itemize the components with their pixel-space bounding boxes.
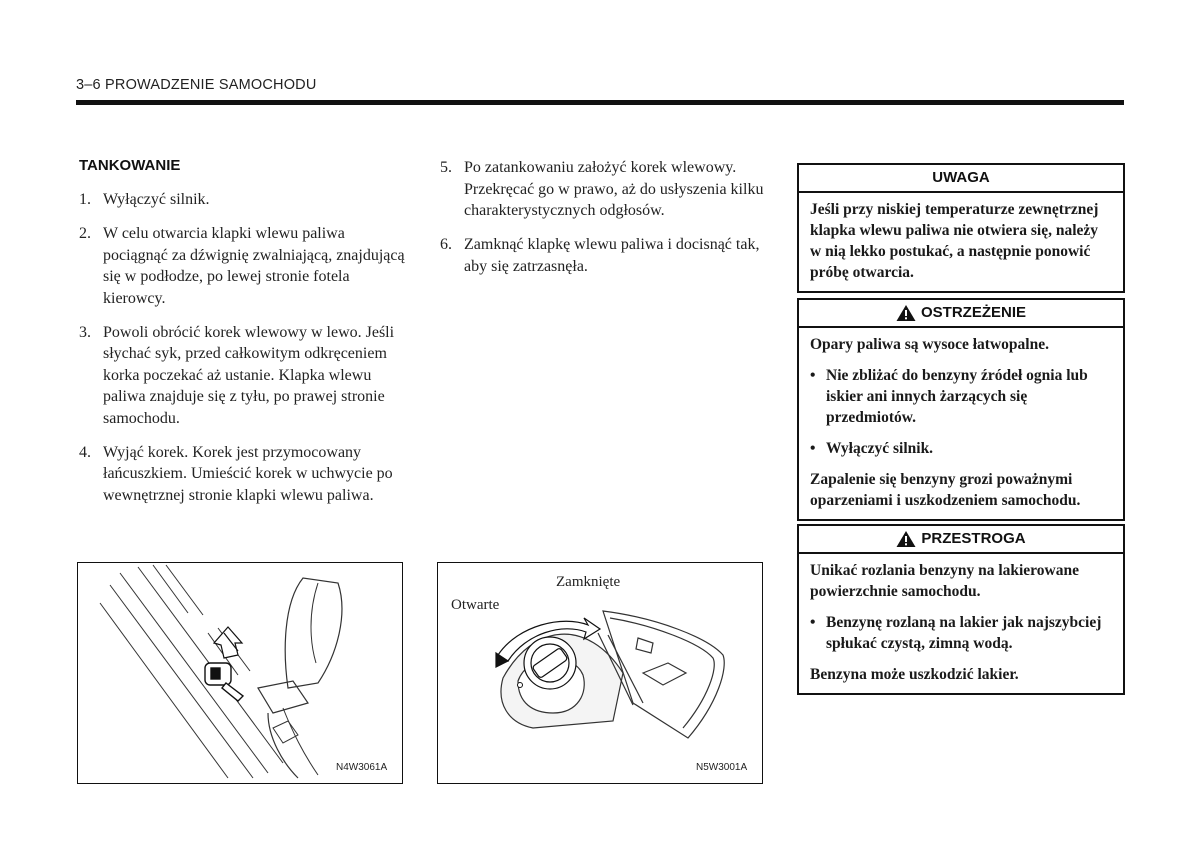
caution-intro: Unikać rozlania benzyny na lakierowane powierzchnie samochodu.	[810, 562, 1079, 600]
step-item	[440, 234, 770, 277]
step-number: 3.	[79, 323, 91, 341]
caution-bullet: • Benzynę rozlaną na lakier jak najszybciej spłukać czystą, zimną wodą.	[810, 612, 1113, 654]
step-item	[79, 322, 409, 430]
warning-bullet: • Nie zbliżać do benzyny źródeł ognia lub iskier ani innych żarzących się przedmiotów.	[810, 365, 1113, 428]
warning-bullet: • Wyłączyć silnik.	[810, 438, 1113, 459]
step-number: 6.	[440, 236, 452, 253]
warning-box	[797, 298, 1125, 521]
warning-title-text: OSTRZEŻENIE	[920, 304, 1026, 321]
notice-title	[799, 165, 1123, 193]
caution-title	[799, 526, 1123, 554]
step-text: Po zatankowaniu założyć korek wlewowy. Przekręcać go w prawo, aż do usłyszenia kilku charakterystycznych odgłosów.	[464, 159, 764, 219]
warning-triangle-icon	[896, 530, 916, 548]
section-heading: TANKOWANIE	[79, 157, 181, 174]
notice-text: Jeśli przy niskiej temperaturze zewnętrznej klapka wlewu paliwa nie otwiera się, należy w nią lekko postukać, a następnie ponowić próbę otwarcia.	[810, 201, 1099, 281]
warning-intro: Opary paliwa są wysoce łatwopalne.	[810, 336, 1049, 353]
step-item	[440, 157, 770, 222]
step-text: Powoli obrócić korek wlewowy w lewo. Jeśli słychać syk, przed całkowitym odkręceniem korka poczekać aż ustanie. Klapka wlewu paliwa znajduje się z tyłu, po prawej stronie samochodu.	[103, 323, 395, 427]
step-item	[79, 223, 409, 309]
step-text: Wyłączyć silnik.	[103, 191, 210, 208]
steps-list-left	[79, 189, 409, 519]
steps-list-right	[440, 157, 770, 290]
warning-title	[799, 300, 1123, 328]
step-text: Wyjąć korek. Korek jest przymocowany łańcuszkiem. Umieścić korek w uchwycie po wewnętrznej stronie klapki wlewu paliwa.	[103, 443, 393, 504]
page-header: 3–6 PROWADZENIE SAMOCHODU	[76, 77, 317, 93]
label-closed: Zamknięte	[556, 574, 621, 590]
label-open: Otwarte	[451, 597, 500, 613]
step-text: W celu otwarcia klapki wlewu paliwa pociągnąć za dźwignię zwalniającą, znajdującą się w podłodze, po lewej stronie fotela kierowcy.	[103, 225, 405, 307]
caution-body	[799, 554, 1123, 693]
warning-outro: Zapalenie się benzyny grozi poważnymi oparzeniami i uszkodzeniem samochodu.	[810, 471, 1081, 509]
figure-fuel-cap	[437, 562, 763, 784]
caution-title-text: PRZESTROGA	[921, 530, 1026, 547]
warning-body	[799, 328, 1123, 519]
step-number: 2.	[79, 225, 91, 242]
figure-code: N5W3001A	[696, 762, 748, 773]
figure-release-lever	[77, 562, 403, 784]
notice-title-text: UWAGA	[932, 169, 990, 186]
release-lever-illustration	[78, 563, 401, 782]
caution-outro: Benzyna może uszkodzić lakier.	[810, 666, 1019, 683]
step-item	[79, 442, 409, 507]
caution-box	[797, 524, 1125, 695]
fuel-cap-illustration	[438, 563, 761, 782]
warning-triangle-icon	[896, 304, 916, 322]
step-text: Zamknąć klapkę wlewu paliwa i docisnąć tak, aby się zatrzasnęła.	[464, 236, 760, 275]
notice-box	[797, 163, 1125, 293]
figure-code: N4W3061A	[336, 762, 388, 773]
step-number: 1.	[79, 191, 91, 208]
step-number: 5.	[440, 159, 452, 176]
step-number: 4.	[79, 443, 91, 461]
header-rule	[76, 100, 1124, 105]
step-item	[79, 189, 409, 211]
notice-body	[799, 193, 1123, 291]
